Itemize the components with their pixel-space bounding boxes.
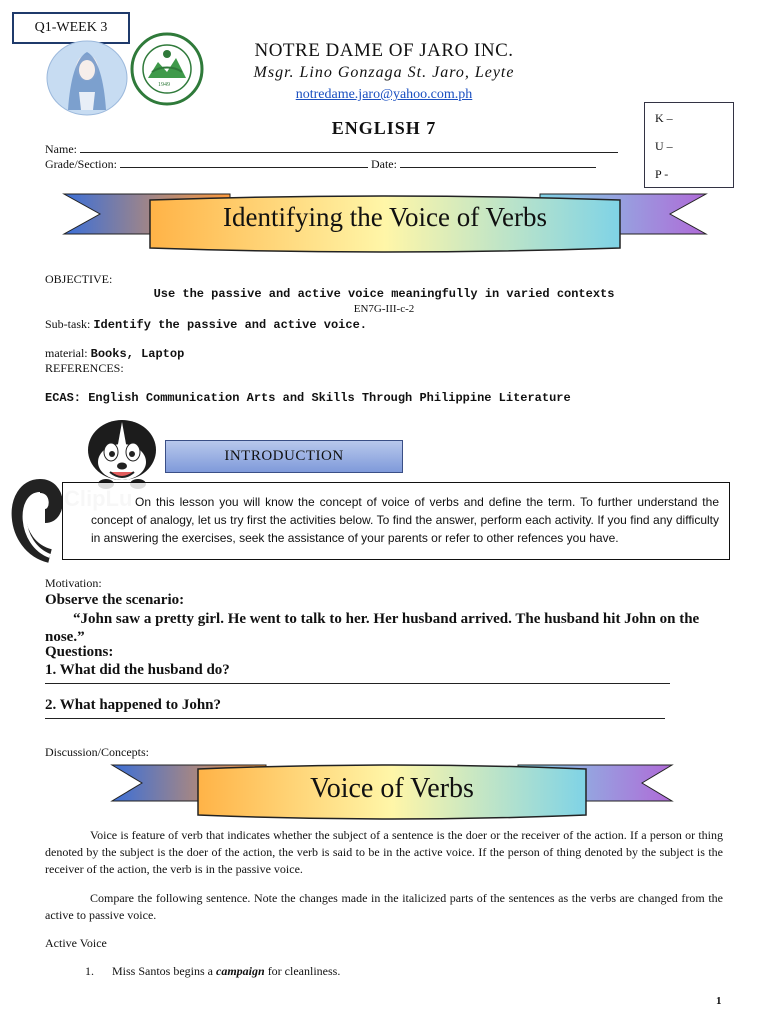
grade-date-fields <box>45 157 596 172</box>
school-name: NOTRE DAME OF JARO INC. <box>254 40 514 61</box>
question-1: 1. What did the husband do? <box>45 662 230 678</box>
school-address: Msgr. Lino Gonzaga St. Jaro, Leyte <box>253 64 515 81</box>
discussion-label: Discussion/Concepts: <box>45 745 149 759</box>
mary-logo <box>46 40 128 116</box>
scenario-text: “John saw a pretty girl. He went to talk to her. Her husband arrived. The husband hit John on the nose.” <box>45 611 700 645</box>
scenario-label: Observe the scenario: <box>45 592 185 608</box>
lesson-title: Identifying the Voice of Verbs <box>223 202 547 232</box>
questions-label: Questions: <box>45 644 114 660</box>
kup-k: K – <box>655 111 673 125</box>
active-voice-label: Active Voice <box>45 936 107 950</box>
voice-of-verbs-title: Voice of Verbs <box>310 773 474 804</box>
references-text: ECAS: English Communication Arts and Skills Through Philippine Literature <box>45 391 571 405</box>
example-1-after: for cleanliness. <box>264 964 341 978</box>
kup-u: U – <box>655 139 673 153</box>
week-label: Q1-WEEK 3 <box>12 12 130 44</box>
grade-label: Grade/Section: <box>45 157 117 171</box>
introduction-text: On this lesson you will know the concept of voice of verbs and define the term. To further understand the concept of analogy, let us try first the activities below. To find the answer, perform each activity. If you find any difficulty in answering the exercises, seek the assistance of your parents or refer to other refences you have. <box>91 495 719 545</box>
voice-of-verbs-banner <box>108 761 676 823</box>
name-field[interactable] <box>45 142 618 157</box>
material-text: Books, Laptop <box>90 347 185 361</box>
subtask <box>45 317 367 332</box>
material <box>45 346 184 361</box>
kup-p: P - <box>655 167 669 181</box>
page-number: 1 <box>716 995 722 1007</box>
concept-paragraph-2: Compare the following sentence. Note the changes made in the italicized parts of the sentences as the verbs are changed from the active to passive voice. <box>45 891 723 922</box>
answer-line-2[interactable] <box>45 718 665 719</box>
school-email-link[interactable]: notredame.jaro@yahoo.com.ph <box>295 87 473 102</box>
example-1-before: Miss Santos begins a <box>112 964 217 978</box>
date-line[interactable] <box>400 157 596 168</box>
school-seal <box>128 32 206 106</box>
references-label: REFERENCES: <box>45 361 124 375</box>
motivation-label: Motivation: <box>45 576 102 590</box>
material-label: material: <box>45 346 88 360</box>
grade-line[interactable] <box>120 157 368 168</box>
subtask-label: Sub-task: <box>45 317 91 331</box>
name-line <box>80 142 618 153</box>
example-1-number: 1. <box>85 964 94 978</box>
example-1-emphasis: campaign <box>216 964 265 978</box>
subject-title: ENGLISH 7 <box>331 118 437 138</box>
seal-year: 1949 <box>158 82 170 88</box>
answer-line-1[interactable] <box>45 683 670 684</box>
kup-box <box>644 102 734 188</box>
name-label: Name: <box>45 142 77 156</box>
objective-label: OBJECTIVE: <box>45 272 113 286</box>
question-2: 2. What happened to John? <box>45 697 222 713</box>
introduction-label: INTRODUCTION <box>165 440 403 473</box>
objective-text: Use the passive and active voice meaningfully in varied contexts <box>153 287 615 301</box>
introduction-box <box>62 482 730 560</box>
example-1 <box>85 964 340 979</box>
date-label: Date: <box>370 157 397 171</box>
subtask-text: Identify the passive and active voice. <box>93 318 367 332</box>
concept-paragraph-1: Voice is feature of verb that indicates whether the subject of a sentence is the doer or the receiver of the action. If a person or thing denoted by the subject is the doer of the action, the verb is said to be in the active voice. If the person of thing denoted by the subject is the receiver of the action, the verb is in the passive voice. <box>45 828 723 876</box>
competency-code: EN7G-III-c-2 <box>353 303 415 315</box>
lesson-title-banner <box>60 190 710 256</box>
